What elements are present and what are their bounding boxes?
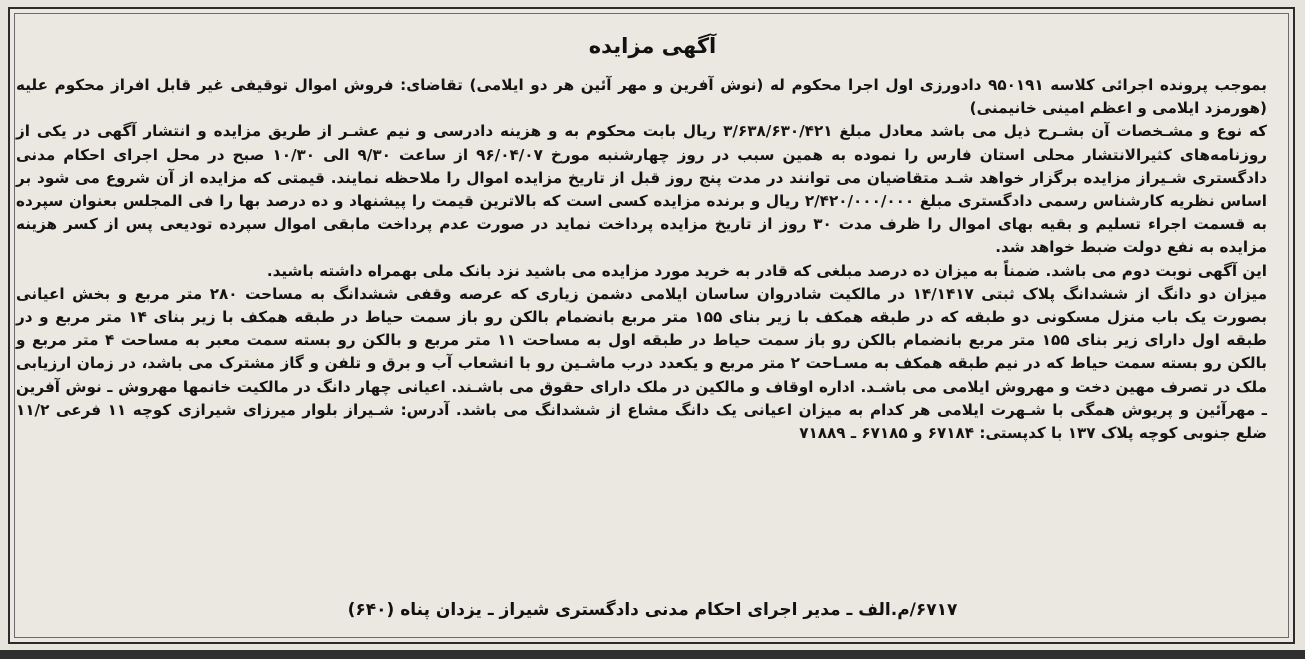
notice-paragraph-1: بموجب پرونده اجرائی کلاسه ۹۵۰۱۹۱ دادورزی اول اجرا محکوم له (نوش آفرین و مهر آئین هر دو ایلامی) تقاضای: فروش اموال توقیفی غیر قابل افراز محکوم علیه (هورمزد ایلامی و اعظم امینی خانیمنی): [16, 76, 1267, 118]
next-notice-border: [0, 650, 1305, 659]
notice-footer: ۶۷۱۷/م.الف ـ مدیر اجرای احکام مدنی دادگستری شیراز ـ یزدان پناه (۶۴۰): [347, 600, 958, 620]
notice-paragraph-4: میزان دو دانگ از ششدانگ پلاک ثبتی ۱۴/۱۴۱۷ در مالکیت شادروان ساسان ایلامی دشمن زیاری که عرصه وقفی ششدانگ به مساحت ۲۸۰ متر مربع و بخش اعیانی بصورت یک باب منزل مسکونی دو طبقه که در طبقه همکف با زیر بنای ۱۵۵ متر مربع بانضمام بالکن رو باز سمت حیاط در طبقه همکف با زیر بنای ۱۴ متر مربع و در طبقه اول دارای زیر بنای ۱۵۵ متر مربع بانضمام بالکن رو باز سمت حیاط در طبقه اول به مساحت ۱۱ متر مربع و بالکن رو بسته سمت معبر به مساحت ۴ متر مربع و بالکن رو بسته سمت حیاط که در نیم طبقه همکف به مسـاحت ۲ متر مربع و یکعدد درب ماشـین رو با انشعاب آب و برق و تلفن و گاز مشترک می باشد، در زمان ارزیابی ملک در تصرف مهین دخت و مهروش ایلامی می باشـد. اداره اوقاف و مالکین در ملک دارای حقوق می باشـند. اعیانی چهار دانگ در مالکیت خانمها مهروش ـ نوش آفرین ـ مهرآئین و پریوش همگی با شـهرت ایلامی هر کدام به میزان اعیانی یک دانگ مشاع از ششدانگ می باشد. آدرس: شـیراز بلوار میرزای شیرازی کوچه ۱۱ فرعی ۱۱/۲ ضلع جنوبی کوچه پلاک ۱۳۷ با کدپستی: ۶۷۱۸۴ و ۶۷۱۸۵ ـ ۷۱۸۸۹: [16, 284, 1268, 443]
notice-title: آگهی مزایده: [588, 34, 717, 58]
notice-paragraph-2: که نوع و مشـخصات آن بشـرح ذیل می باشد معادل مبلغ ۳/۶۳۸/۶۳۰/۴۲۱ ریال بابت محکوم به و هزینه دادرسی و نیم عشـر از طریق مزایده و انتشار آگهی در یکی از روزنامه‌های کثیرالانتشار محلی استان فارس را نموده به همین سبب در روز چهارشنبه مورخ ۹۶/۰۴/۰۷ از ساعت ۹/۳۰ الی ۱۰/۳۰ صبح در محل اجرای احکام مدنی دادگستری شـیراز مزایده برگزار خواهد شـد متقاضیان می توانند در مدت پنج روز قبل از تاریخ مزایده اموال را ملاحظه نمایند. قیمتی که مزایده از آن شروع می شود بر اساس نظریه کارشناس رسمی دادگستری مبلغ ۲/۴۲۰/۰۰۰/۰۰۰ ریال و برنده مزایده کسی است که بالاترین قیمت را پیشنهاد و ده درصد بها را فی المجلس بعنوان سپرده به قسمت اجراء تسلیم و بقیه بهای اموال را ظرف مدت ۳۰ روز از تاریخ مزایده پرداخت نماید در صورت عدم پرداخت مابقی اموال سپرده تودیعی پس از کسر هزینه مزایده به نفع دولت ضبط خواهد شد.: [16, 122, 1268, 257]
notice-paragraph-3: این آگهی نوبت دوم می باشد. ضمناً به میزان ده درصد مبلغی که قادر به خرید مورد مزایده می باشید نزد بانک ملی بهمراه داشته باشید.: [266, 261, 1267, 280]
notice-body: [16, 28, 1267, 445]
